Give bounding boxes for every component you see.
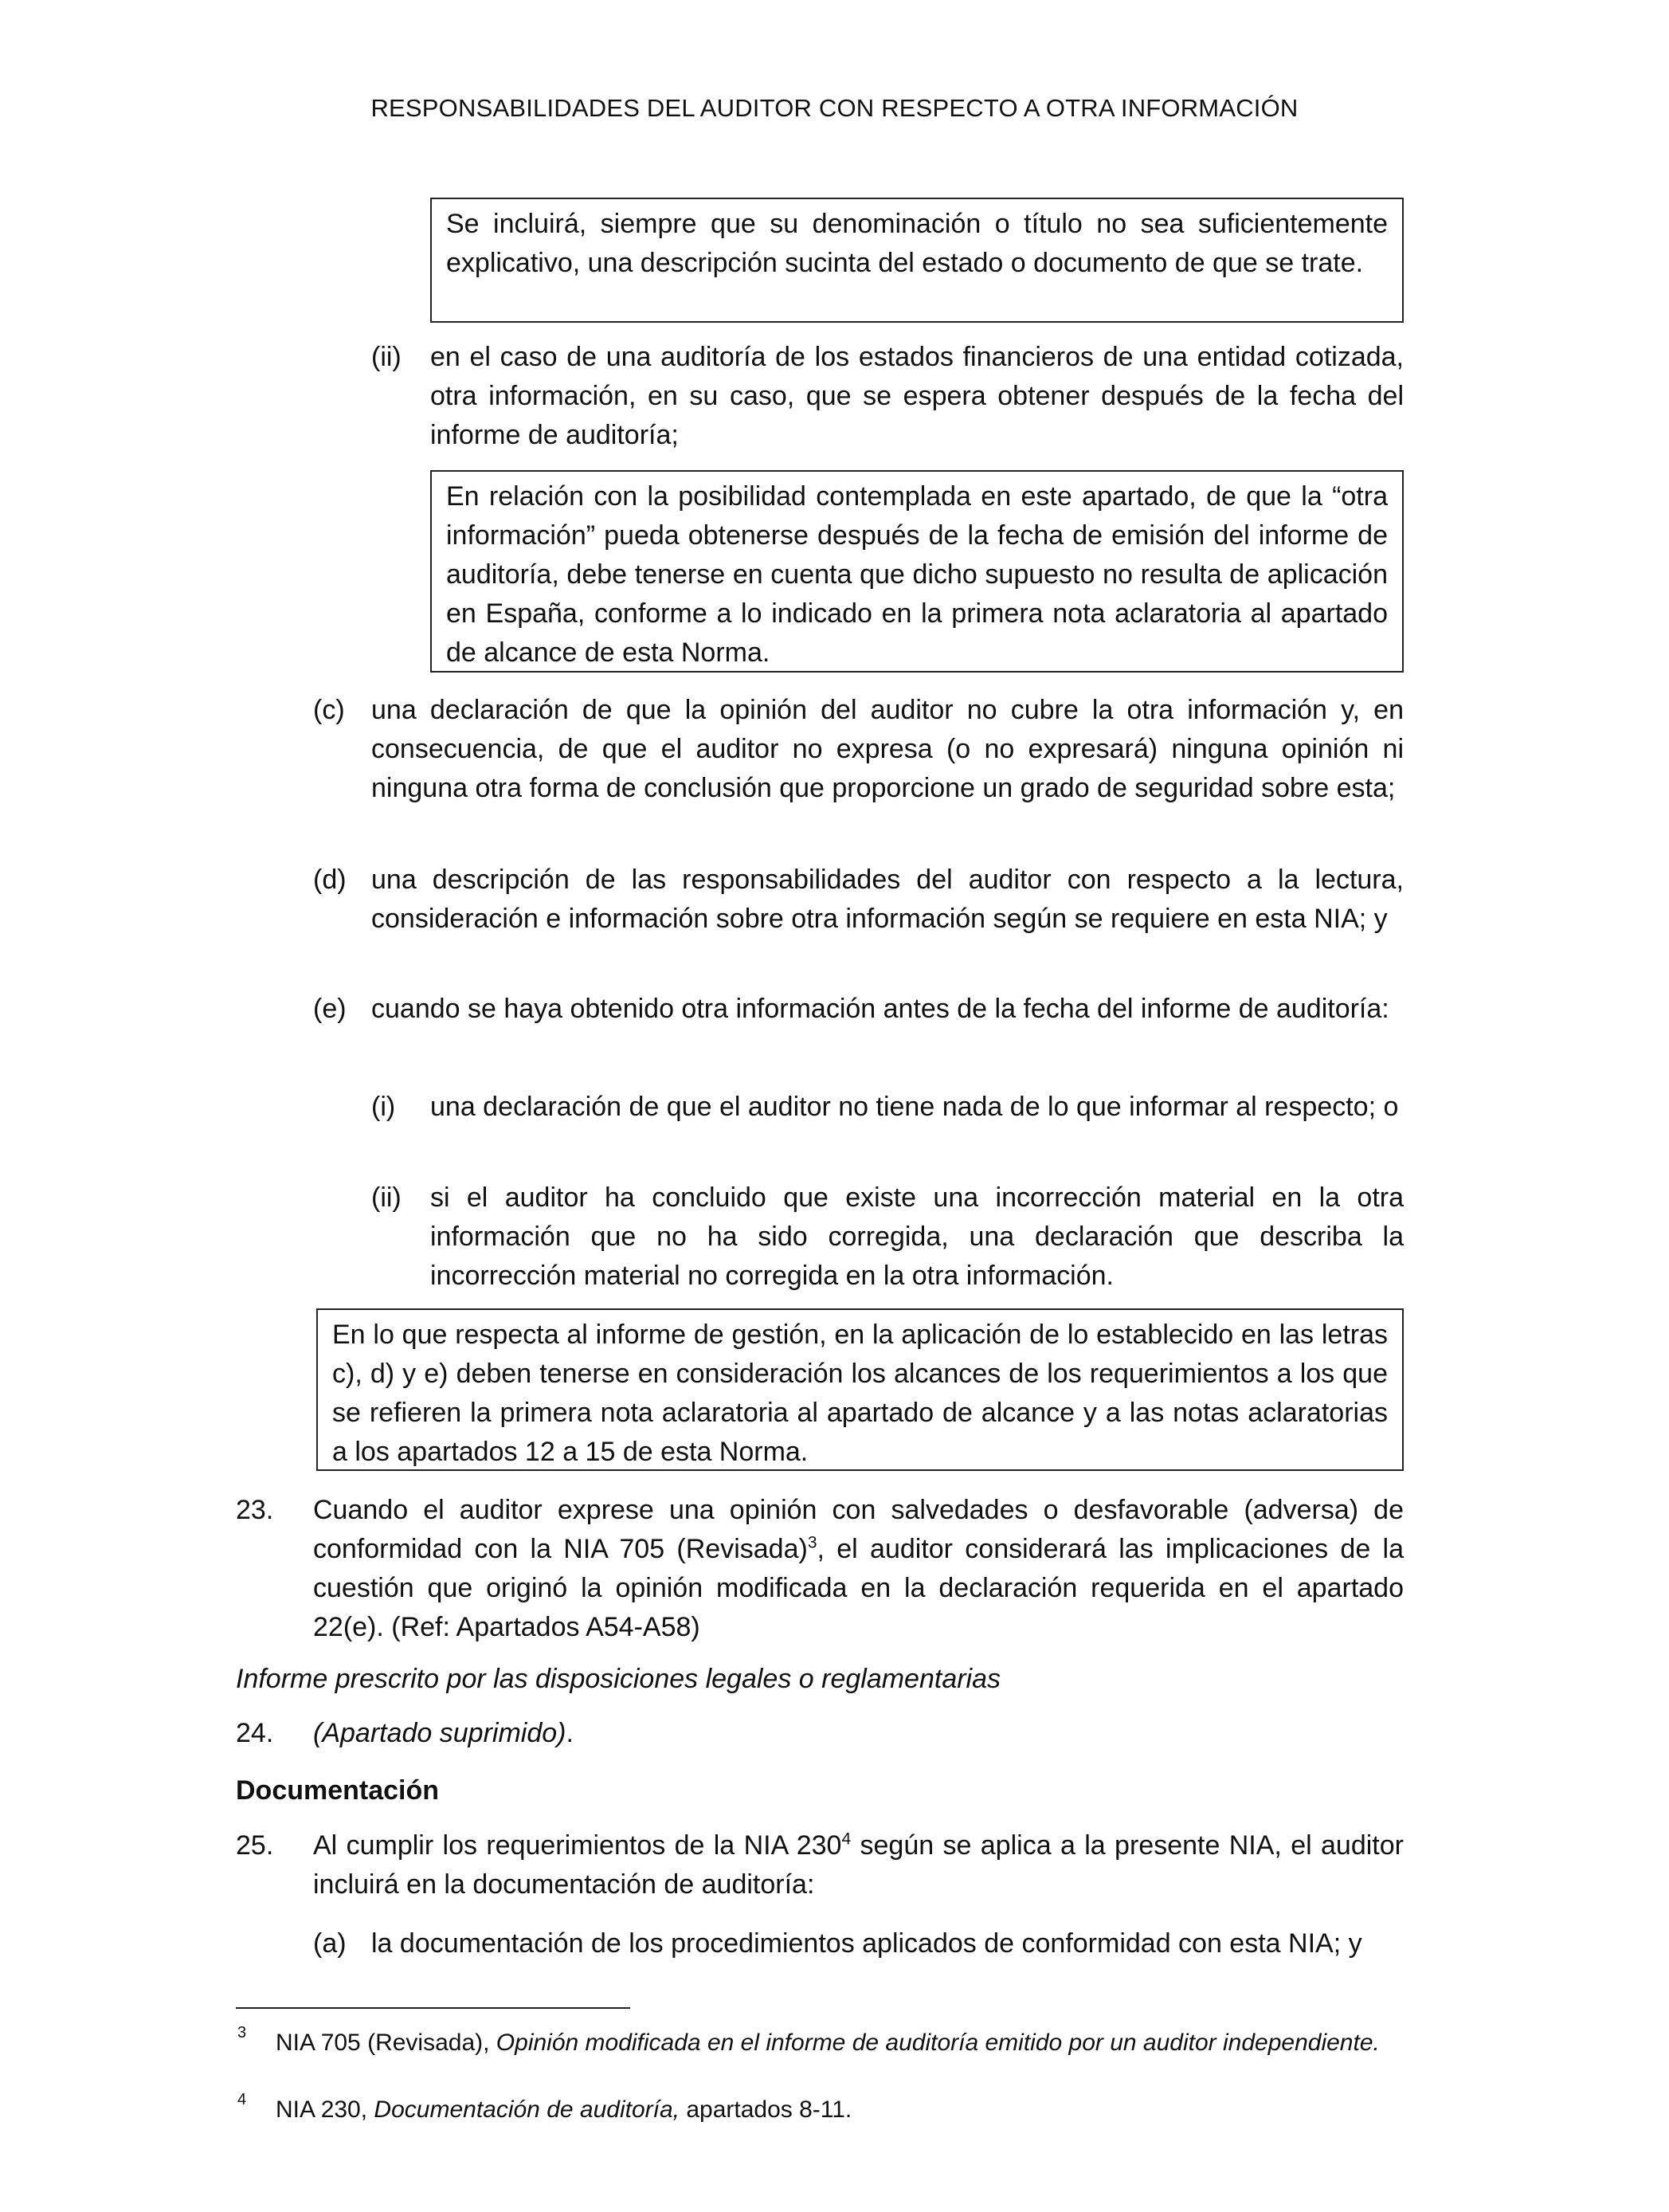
para-23-text-a: Cuando el auditor exprese una opinión con salvedades o desfavorable (adversa) de conformidad con la NIA 705 (Revisada) [313,1495,1404,1564]
footnote-4-pre: NIA 230, [276,2096,374,2123]
footnote-4-post: apartados 8-11. [680,2096,852,2123]
footnote-4-text [276,2093,1404,2127]
footnote-3-pre: NIA 705 (Revisada), [276,2030,496,2056]
item-d-label: (d) [313,865,347,895]
para-23-text-b: , el auditor considerará las implicaciones de la cuestión que originó la opinión modificada en la declaración requerida en el apartado 22(e). (Ref: Apartados A54-A58) [313,1534,1404,1642]
para-23-number: 23. [236,1495,274,1525]
footnote-divider [236,2007,630,2009]
item-e-label: (e) [313,994,347,1024]
note-box-2: En relación con la posibilidad contemplada en este apartado, de que la “otra información” pueda obtenerse después de la fecha de emisión del informe de auditoría, debe tenerse en cuenta que dicho supuesto no resulta de aplicación en España, conforme a lo indicado en la primera nota aclaratoria al apartado de alcance de esta Norma. [430,470,1404,673]
footnote-4-number: 4 [237,2091,247,2108]
item-e-i-text: una declaración de que el auditor no tiene nada de lo que informar al respecto; o [430,1092,1399,1122]
item-e-ii-text: si el auditor ha concluido que existe una incorrección material en la otra información que no ha sido corregida, una declaración que describa la incorrección material no corregida en la otra información. [430,1182,1404,1291]
item-25a-text: la documentación de los procedimientos aplicados de conformidad con esta NIA; y [371,1928,1362,1959]
item-e-ii-label: (ii) [371,1182,402,1213]
para-23-text [313,1491,1404,1647]
item-e-i-label: (i) [371,1092,396,1122]
para-24-period: . [566,1718,574,1748]
footnote-4-title: Documentación de auditoría, [374,2096,680,2123]
footnote-ref-4: 4 [841,1830,852,1849]
item-e-text: cuando se haya obtenido otra información antes de la fecha del informe de auditoría: [371,994,1389,1024]
para-25-number: 25. [236,1830,274,1861]
footnote-3-text [276,2026,1404,2060]
para-24-text [313,1714,574,1753]
note-box-3: En lo que respecta al informe de gestión, en la aplicación de lo establecido en las letras c), d) y e) deben tenerse en consideración los alcances de los requerimientos a los que se refieren la primera nota aclaratoria al apartado de alcance y a las notas aclaratorias a los apartados 12 a 15 de esta Norma. [316,1308,1404,1471]
item-b-ii-text: en el caso de una auditoría de los estados financieros de una entidad cotizada, otra información, en su caso, que se espera obtener después de la fecha del informe de auditoría; [430,342,1404,450]
footnote-3-number: 3 [237,2024,247,2041]
para-25-text-a: Al cumplir los requerimientos de la NIA 230 [313,1830,842,1861]
footnote-3-title: Opinión modificada en el informe de auditoría emitido por un auditor independiente. [496,2030,1380,2056]
para-24-italic: (Apartado suprimido) [313,1718,566,1748]
heading-documentacion: Documentación [236,1775,440,1806]
note-box-1: Se incluirá, siempre que su denominación o título no sea suficientemente explicativo, una descripción sucinta del estado o documento de que se trate. [430,198,1404,323]
item-b-ii-label: (ii) [371,342,402,372]
item-25a-label: (a) [313,1928,347,1959]
para-25-text [313,1826,1404,1904]
running-header: RESPONSABILIDADES DEL AUDITOR CON RESPECTO A OTRA INFORMACIÓN [370,94,1299,122]
para-24-number: 24. [236,1718,274,1748]
para-25-text-b: según se aplica a la presente NIA, el auditor incluirá en la documentación de auditoría: [313,1830,1404,1900]
item-c-label: (c) [313,695,345,725]
footnote-ref-3: 3 [807,1533,817,1552]
item-d-text: una descripción de las responsabilidades del auditor con respecto a la lectura, consideración e información sobre otra información según se requiere en esta NIA; y [371,865,1404,934]
item-c-text: una declaración de que la opinión del auditor no cubre la otra información y, en consecuencia, de que el auditor no expresa (o no expresará) ninguna opinión ni ninguna otra forma de conclusión que proporcione un grado de seguridad sobre esta; [371,695,1404,803]
subheading-informe: Informe prescrito por las disposiciones legales o reglamentarias [236,1664,1001,1694]
